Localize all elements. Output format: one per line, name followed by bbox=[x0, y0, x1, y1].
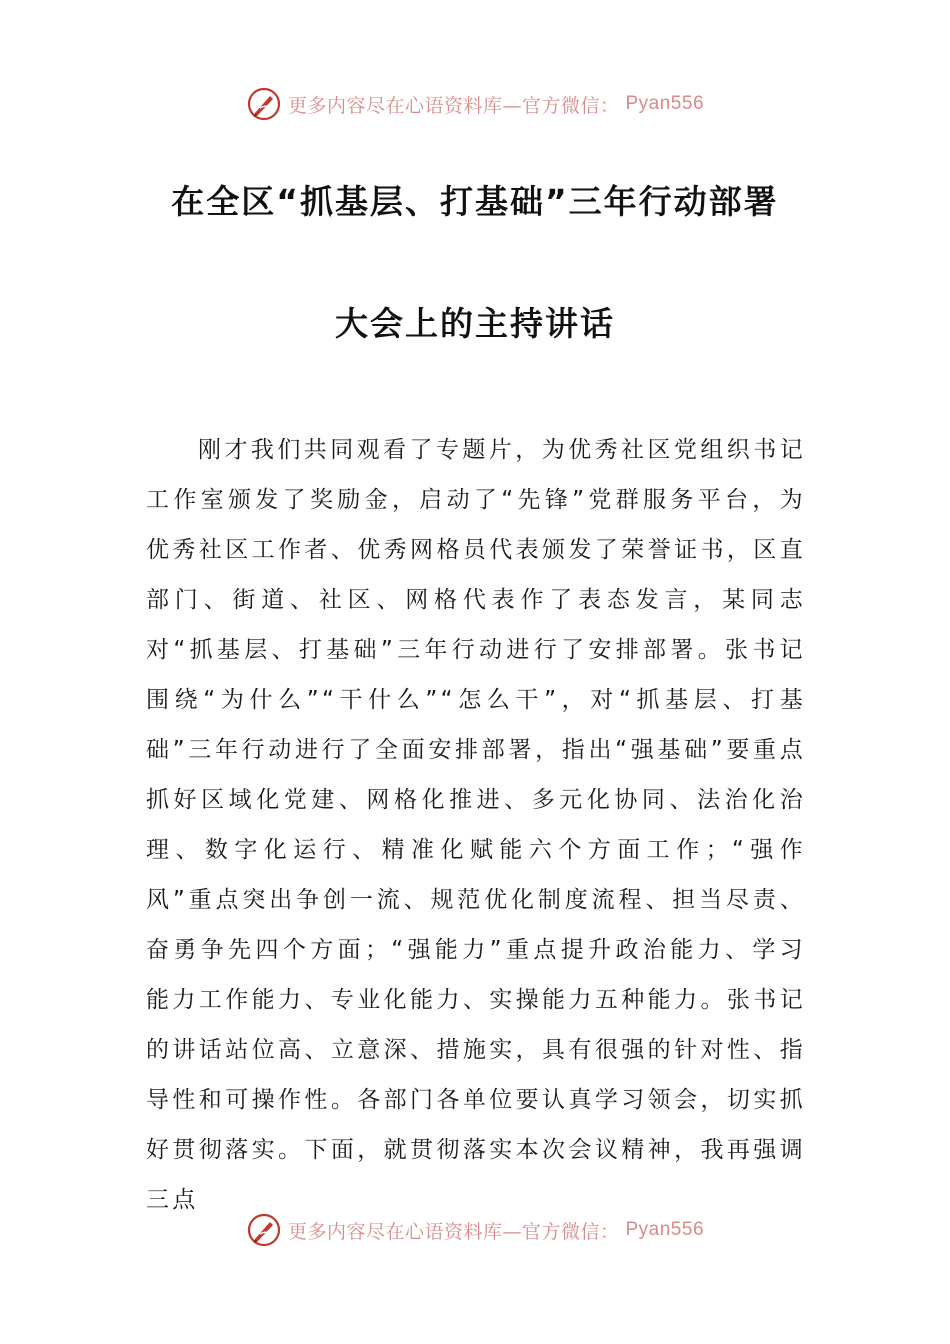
body-paragraph: 刚才我们共同观看了专题片，为优秀社区党组织书记工作室颁发了奖励金，启动了“先锋”党群服务平台，为优秀社区工作者、优秀网格员代表颁发了荣誉证书，区直部门、街道、社区、网格代表作了表态发言，某同志对“抓基层、打基础”三年行动进行了安排部署。张书记围绕“为什么”“干什么”“怎么干”，对“抓基层、打基础”三年行动进行了全面安排部署，指出“强基础”要重点抓好区域化党建、网格化推进、多元化协同、法治化治理、数字化运行、精准化赋能六个方面工作；“强作风”重点突出争创一流、规范优化制度流程、担当尽责、奋勇争先四个方面；“强能力”重点提升政治能力、学习能力工作能力、专业化能力、实操能力五种能力。张书记的讲话站位高、立意深、措施实，具有很强的针对性、指导性和可操作性。各部门各单位要认真学习领会，切实抓好贯彻落实。下面，就贯彻落实本次会议精神，我再强调三点 bbox=[146, 437, 806, 1213]
pen-logo-icon bbox=[246, 1212, 282, 1248]
watermark-text: 更多内容尽在心语资料库—官方微信： bbox=[287, 94, 620, 117]
document-title-line-2: 大会上的主持讲话 bbox=[335, 304, 615, 343]
document-title-line-1: 在全区“抓基层、打基础”三年行动部署 bbox=[171, 182, 779, 221]
watermark-wechat-id: Pyan556 bbox=[625, 1219, 705, 1240]
pen-logo-icon bbox=[246, 86, 282, 122]
watermark-wechat-id: Pyan556 bbox=[625, 93, 705, 114]
footer-watermark bbox=[0, 1210, 950, 1250]
header-watermark bbox=[0, 84, 950, 124]
watermark-text: 更多内容尽在心语资料库—官方微信： bbox=[287, 1220, 620, 1243]
